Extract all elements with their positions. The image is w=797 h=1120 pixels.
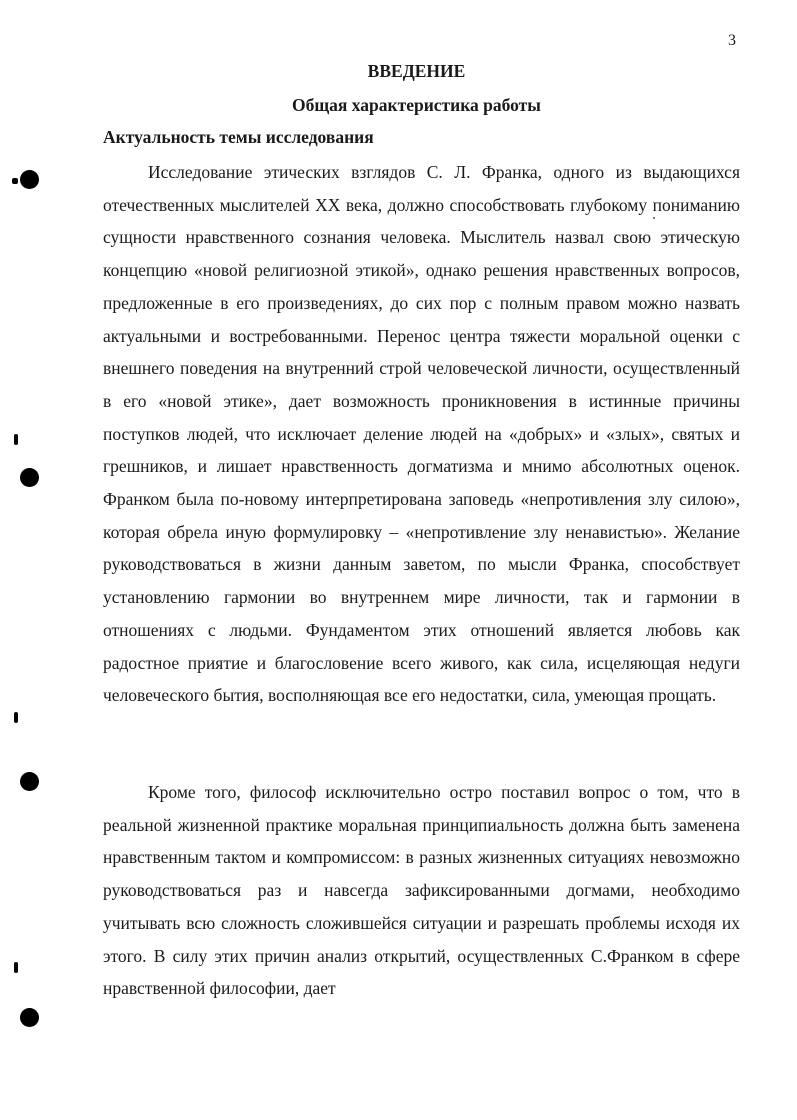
binding-hole-mark — [20, 170, 39, 189]
body-paragraph-2: Кроме того, философ исключительно остро поставил вопрос о том, что в реальной жизненной практике моральная принципиальность должна быть заменена нравственным тактом и компромиссом: в разных жизненных ситуациях невозможно руководствоваться раз и навсегда зафиксированными догмами, необходимо учитывать всю сложность сложившейся ситуации и разрешать проблемы исходя их этого. В силу этих причин анализ открытий, осуществленных С.Франком в сфере нравственной философии, дает — [103, 782, 740, 999]
scan-speck — [653, 217, 655, 219]
page-title: ВВЕДЕНИЕ — [367, 61, 466, 81]
binding-hole-mark — [20, 1008, 39, 1027]
binding-tick-mark — [12, 178, 18, 184]
binding-tick-mark — [14, 712, 18, 723]
section-heading: Актуальность темы исследования — [103, 127, 374, 147]
subtitle: Общая характеристика работы — [292, 95, 541, 115]
page-number: 3 — [728, 32, 736, 49]
binding-tick-mark — [14, 962, 18, 973]
binding-tick-mark — [14, 434, 18, 445]
body-paragraph-1: Исследование этических взглядов С. Л. Франка, одного из выдающихся отечественных мыслителей XX века, должно способствовать глубокому пониманию сущности нравственного сознания человека. Мыслитель назвал свою этическую концепцию «новой религиозной этикой», однако решения нравственных вопросов, предложенные в его произведениях, до сих пор с полным правом можно назвать актуальными и востребованными. Перенос центра тяжести моральной оценки с внешнего поведения на внутренний строй человеческой личности, осуществленный в его «новой этике», дает возможность проникновения в истинные причины поступков людей, что исключает деление людей на «добрых» и «злых», святых и грешников, и лишает нравственность догматизма и мнимо абсолютных оценок. Франком была по-новому интерпретирована заповедь «непротивления злу силою», которая обрела иную формулировку – «непротивление злу ненавистью». Желание руководствоваться в жизни данным заветом, по мысли Франка, способствует установлению гармонии во внутреннем мире личности, так и гармонии в отношениях с людьми. Фундаментом этих отношений является любовь как радостное приятие и благословение всего живого, как сила, исцеляющая недуги человеческого бытия, восполняющая все его недостатки, сила, умеющая прощать. — [103, 162, 740, 706]
binding-hole-mark — [20, 772, 39, 791]
binding-hole-mark — [20, 468, 39, 487]
